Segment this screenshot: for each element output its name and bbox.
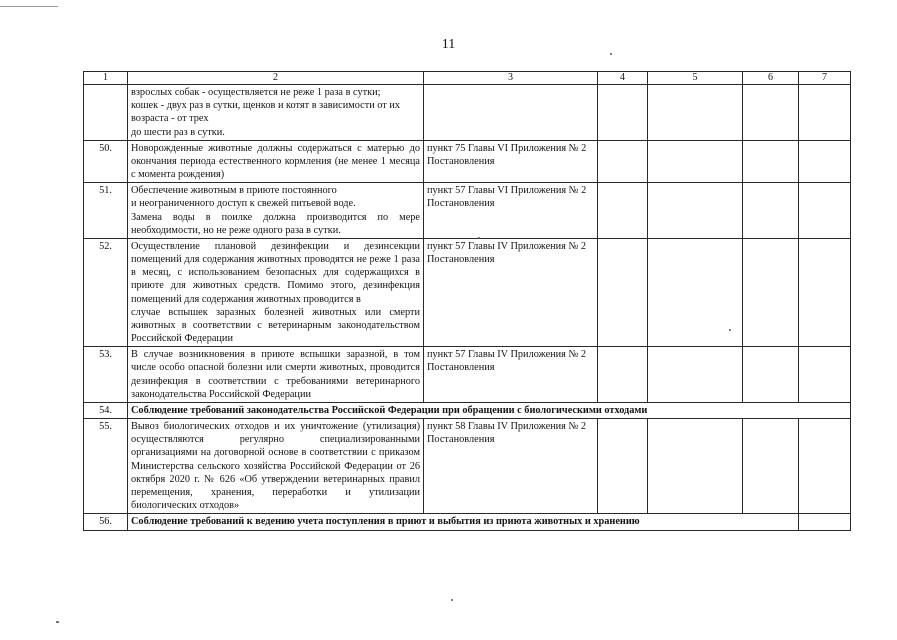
empty-cell <box>648 183 743 239</box>
column-header: 7 <box>799 72 851 85</box>
empty-cell <box>598 347 648 403</box>
empty-cell <box>743 347 799 403</box>
scan-speck <box>478 237 480 239</box>
requirement-text: Новорожденные животные должны содержаться с матерью до окончания периода естественного кормления (не менее 1 месяца с момента рождения) <box>128 140 424 183</box>
row-number: 51. <box>84 183 128 239</box>
empty-cell <box>743 419 799 514</box>
table-row-continuation <box>84 85 851 141</box>
empty-cell <box>648 85 743 141</box>
empty-cell <box>598 238 648 346</box>
row-number: 56. <box>84 514 128 530</box>
requirement-text: Обеспечение животным в приюте постоянного и неограниченного доступ к свежей питьевой воде. Замена воды в поилке должна производится по мере необходимости, но не реже одного раза в сутки. <box>128 183 424 239</box>
row-number-cell <box>84 85 128 141</box>
table-row <box>84 419 851 514</box>
legal-basis: пункт 75 Главы VI Приложения № 2 Постановления <box>424 140 598 183</box>
empty-cell <box>799 183 851 239</box>
column-header: 2 <box>128 72 424 85</box>
requirement-text: В случае возникновения в приюте вспышки заразной, в том числе особо опасной болезни или смерти животных, проводится дезинфекция в соответствии с требованиями ветеринарного законодательства Российской Федерации <box>128 347 424 403</box>
basis-cell <box>424 85 598 141</box>
top-rule <box>0 6 58 7</box>
empty-cell <box>648 419 743 514</box>
row-number: 55. <box>84 419 128 514</box>
column-header: 5 <box>648 72 743 85</box>
table-row <box>84 183 851 239</box>
empty-cell <box>598 85 648 141</box>
empty-cell <box>743 140 799 183</box>
requirement-cell: взрослых собак - осуществляется не реже 1 раза в сутки; кошек - двух раз в сутки, щенков и котят в зависимости от их возраста - от трех до шести раз в сутки. <box>128 85 424 141</box>
empty-cell <box>799 238 851 346</box>
scan-speck <box>729 329 731 331</box>
requirements-table <box>83 71 851 531</box>
row-number: 50. <box>84 140 128 183</box>
column-header: 6 <box>743 72 799 85</box>
column-header: 4 <box>598 72 648 85</box>
empty-cell <box>743 85 799 141</box>
scan-speck <box>56 621 59 623</box>
empty-cell <box>799 514 851 530</box>
empty-cell <box>799 85 851 141</box>
row-number: 53. <box>84 347 128 403</box>
section-title: Соблюдение требований законодательства Российской Федерации при обращении с биологическими отходами <box>128 402 851 418</box>
legal-basis: пункт 57 Главы IV Приложения № 2 Постановления <box>424 347 598 403</box>
scan-speck <box>451 599 453 601</box>
table-row <box>84 140 851 183</box>
page-number: 11 <box>441 37 456 52</box>
legal-basis: пункт 57 Главы VI Приложения № 2 Постановления <box>424 183 598 239</box>
empty-cell <box>598 140 648 183</box>
row-number: 52. <box>84 238 128 346</box>
column-header-row <box>84 72 851 85</box>
scan-speck <box>610 53 612 55</box>
section-row <box>84 402 851 418</box>
column-header: 1 <box>84 72 128 85</box>
section-title: Соблюдение требований к ведению учета поступления в приют и выбытия из приюта животных и хранению <box>128 514 799 530</box>
table-row <box>84 238 851 346</box>
empty-cell <box>743 183 799 239</box>
empty-cell <box>598 419 648 514</box>
empty-cell <box>799 347 851 403</box>
empty-cell <box>799 419 851 514</box>
legal-basis: пункт 58 Главы IV Приложения № 2 Постановления <box>424 419 598 514</box>
column-header: 3 <box>424 72 598 85</box>
table-row <box>84 347 851 403</box>
legal-basis: пункт 57 Главы IV Приложения № 2 Постановления <box>424 238 598 346</box>
row-number: 54. <box>84 402 128 418</box>
empty-cell <box>799 140 851 183</box>
empty-cell <box>743 238 799 346</box>
requirement-text: Осуществление плановой дезинфекции и дезинсекции помещений для содержания животных проводятся не реже 1 раза в месяц, с использованием безопасных для содержащихся в приюте для животных средств. Помимо этого, дезинфекция помещений для содержания животных проводится в случае вспышек заразных болезней животных или смерти животных в соответствии с ветеринарным законодательством Российской Федерации <box>128 238 424 346</box>
empty-cell <box>648 140 743 183</box>
empty-cell <box>598 183 648 239</box>
empty-cell <box>648 347 743 403</box>
requirement-text: Вывоз биологических отходов и их уничтожение (утилизация) осуществляются регулярно специализированными организациями на договорной основе в соответствии с приказом Министерства сельского хозяйства Российской Федерации от 26 октября 2020 г. № 626 «Об утверждении ветеринарных правил перемещения, хранения, переработки и утилизации биологических отходов» <box>128 419 424 514</box>
section-row <box>84 514 851 530</box>
